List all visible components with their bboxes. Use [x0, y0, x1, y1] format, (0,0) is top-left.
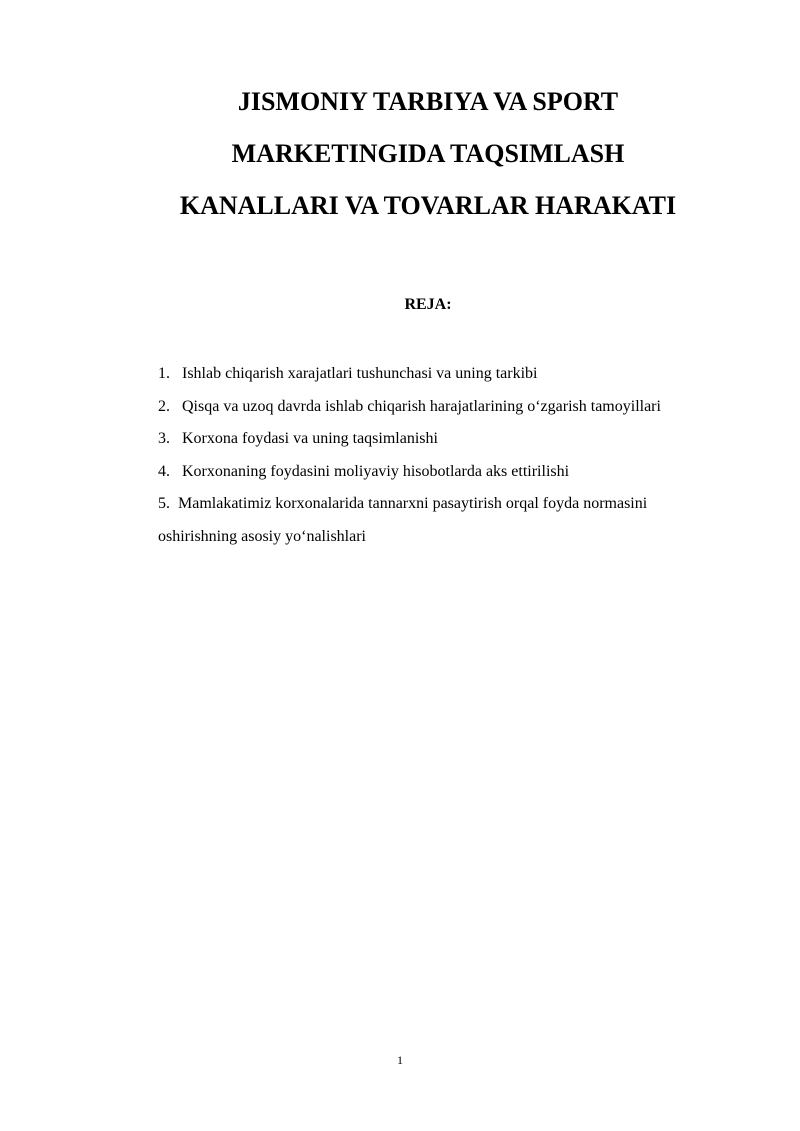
plan-item-number: 3. — [158, 430, 170, 447]
plan-item-number: 4. — [158, 462, 170, 480]
plan-item-4 — [158, 456, 718, 489]
plan-item-text: Mamlakatimiz korxonalarida tannarxni pasaytirish orqal foyda normasini oshirishning asosiy yo‘nalishlari — [158, 495, 648, 545]
plan-item-1 — [158, 358, 718, 391]
plan-item-text: Qisqa va uzoq davrda ishlab chiqarish harajatlarining o‘zgarish tamoyillari — [182, 397, 661, 415]
plan-item-text: Korxonaning foydasini moliyaviy hisobotlarda aks ettirilishi — [182, 462, 570, 480]
plan-item-text: Ishlab chiqarish xarajatlari tushunchasi va uning tarkibi — [182, 365, 538, 382]
plan-item-number: 5. — [158, 495, 170, 512]
document-title — [100, 76, 756, 232]
title-line-1: JISMONIY TARBIYA VA SPORT — [237, 87, 619, 116]
plan-item-number: 1. — [158, 365, 170, 382]
plan-item-number: 2. — [158, 397, 170, 415]
plan-item-2 — [158, 391, 718, 424]
plan-heading: REJA: — [404, 296, 452, 313]
page-number: 1 — [397, 1053, 403, 1067]
plan-item-5 — [158, 488, 718, 553]
plan-item-3 — [158, 423, 718, 456]
plan-item-text: Korxona foydasi va uning taqsimlanishi — [182, 430, 438, 447]
title-line-2: MARKETINGIDA TAQSIMLASH — [231, 139, 625, 168]
plan-list — [158, 358, 718, 553]
title-line-3: KANALLARI VA TOVARLAR HARAKATI — [179, 191, 677, 220]
